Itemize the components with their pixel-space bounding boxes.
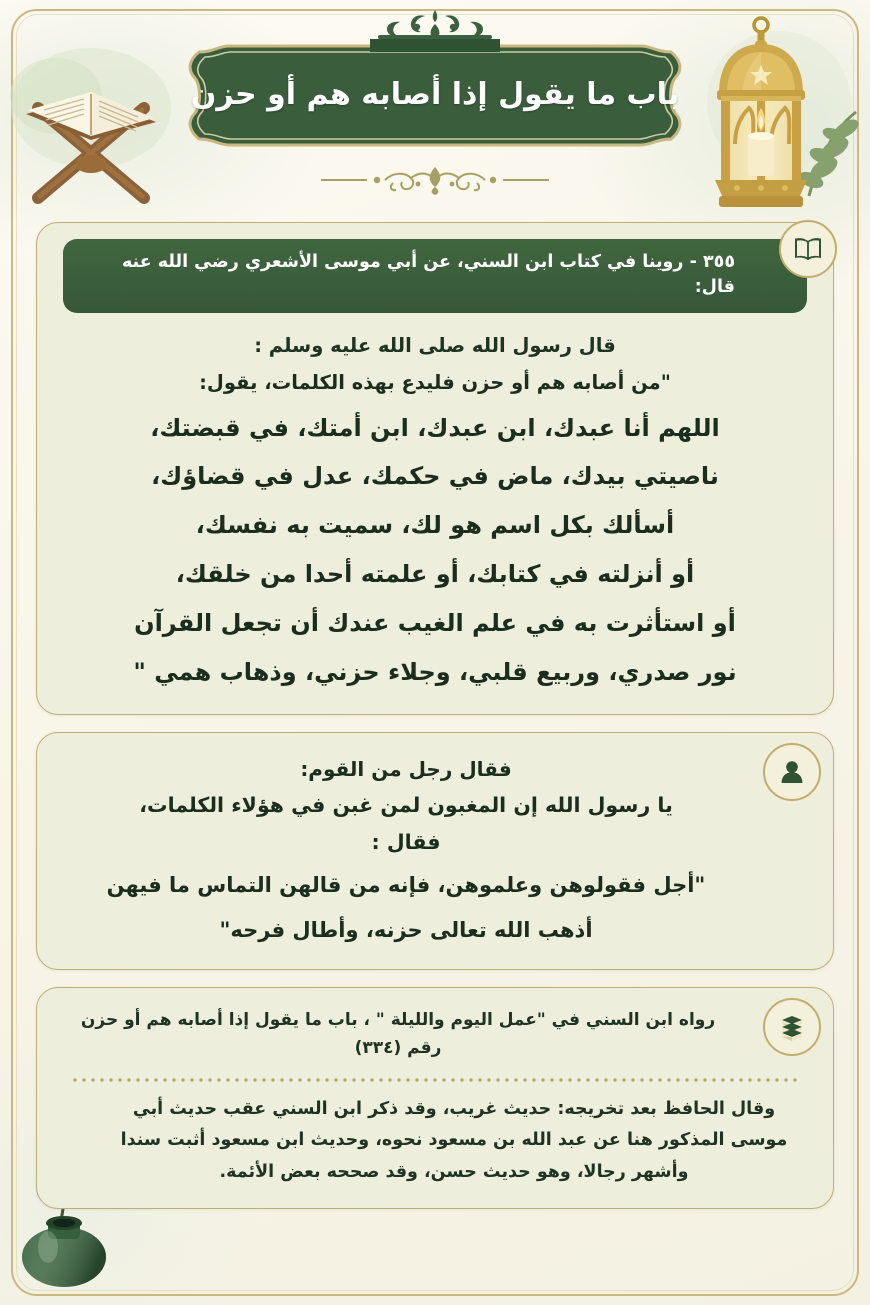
open-book-icon	[793, 236, 823, 262]
person-medallion	[763, 743, 821, 801]
hadith-header-strip	[63, 239, 807, 313]
narration-line: "أجل فقولوهن وعلموهن، فإنه من قالهن التماس ما فيهن	[106, 873, 706, 898]
narration-line: فقال رجل من القوم:	[300, 756, 512, 781]
narration-line: فقال :	[371, 829, 441, 854]
hadith-body-line: نور صدري، وربيع قلبي، وجلاء حزني، وذهاب همي "	[133, 657, 737, 686]
title-banner	[175, 44, 695, 147]
ornament-divider	[0, 163, 870, 197]
content-area	[36, 222, 834, 1209]
source-note-text: وقال الحافظ بعد تخريجه: حديث غريب، وقد ذكر ابن السني عقب حديث أبي موسى المذكور هنا عن عبد الله بن مسعود نحوه، وحديث ابن مسعود أثبت سندا وأشهر رجالا، وهو حديث حسن، وقد صححه بعض الأئمة.	[120, 1099, 788, 1182]
hadith-card	[36, 222, 834, 715]
hadith-body-line: اللهم أنا عبدك، ابن عبدك، ابن أمتك، في قبضتك،	[150, 413, 720, 442]
person-icon	[778, 758, 806, 786]
hadith-body-line: ناصيتي بيدك، ماض في حكمك، عدل في قضاؤك،	[151, 462, 719, 491]
top-crest-ornament	[370, 8, 500, 52]
page-title: باب ما يقول إذا أصابه هم أو حزن	[190, 76, 680, 112]
hadith-intro-text: قال رسول الله صلى الله عليه وسلم :	[254, 333, 616, 357]
narration-card	[36, 732, 834, 970]
source-reference-text: رواه ابن السني في "عمل اليوم والليلة " ، باب ما يقول إذا أصابه هم أو حزن رقم (٣٣٤)	[80, 1010, 716, 1059]
filigree-ornament-icon	[315, 163, 555, 197]
books-stack-icon	[777, 1012, 807, 1042]
hadith-body-line: أسألك بكل اسم هو لك، سميت به نفسك،	[195, 511, 675, 540]
title-banner-container	[0, 44, 870, 147]
narration-text-block	[63, 753, 807, 947]
hadith-body-line: أو أنزلته في كتابك، أو علمته أحدا من خلقك،	[175, 560, 695, 589]
source-card	[36, 987, 834, 1208]
narration-line: يا رسول الله إن المغبون لمن غبن في هؤلاء الكلمات،	[139, 792, 673, 817]
hadith-body-line: أو استأثرت به في علم الغيب عندك أن تجعل القرآن	[134, 609, 736, 638]
narration-line: أذهب الله تعالى حزنه، وأطال فرحه"	[219, 917, 593, 942]
hadith-body-line: "من أصابه هم أو حزن فليدع بهذه الكلمات، يقول:	[199, 371, 671, 394]
books-stack-medallion	[763, 998, 821, 1056]
open-book-medallion	[779, 220, 837, 278]
dotted-divider	[69, 1078, 801, 1082]
hadith-header-text: ٣٥٥ - روينا في كتاب ابن السني، عن أبي موسى الأشعري رضي الله عنه قال:	[121, 252, 735, 298]
